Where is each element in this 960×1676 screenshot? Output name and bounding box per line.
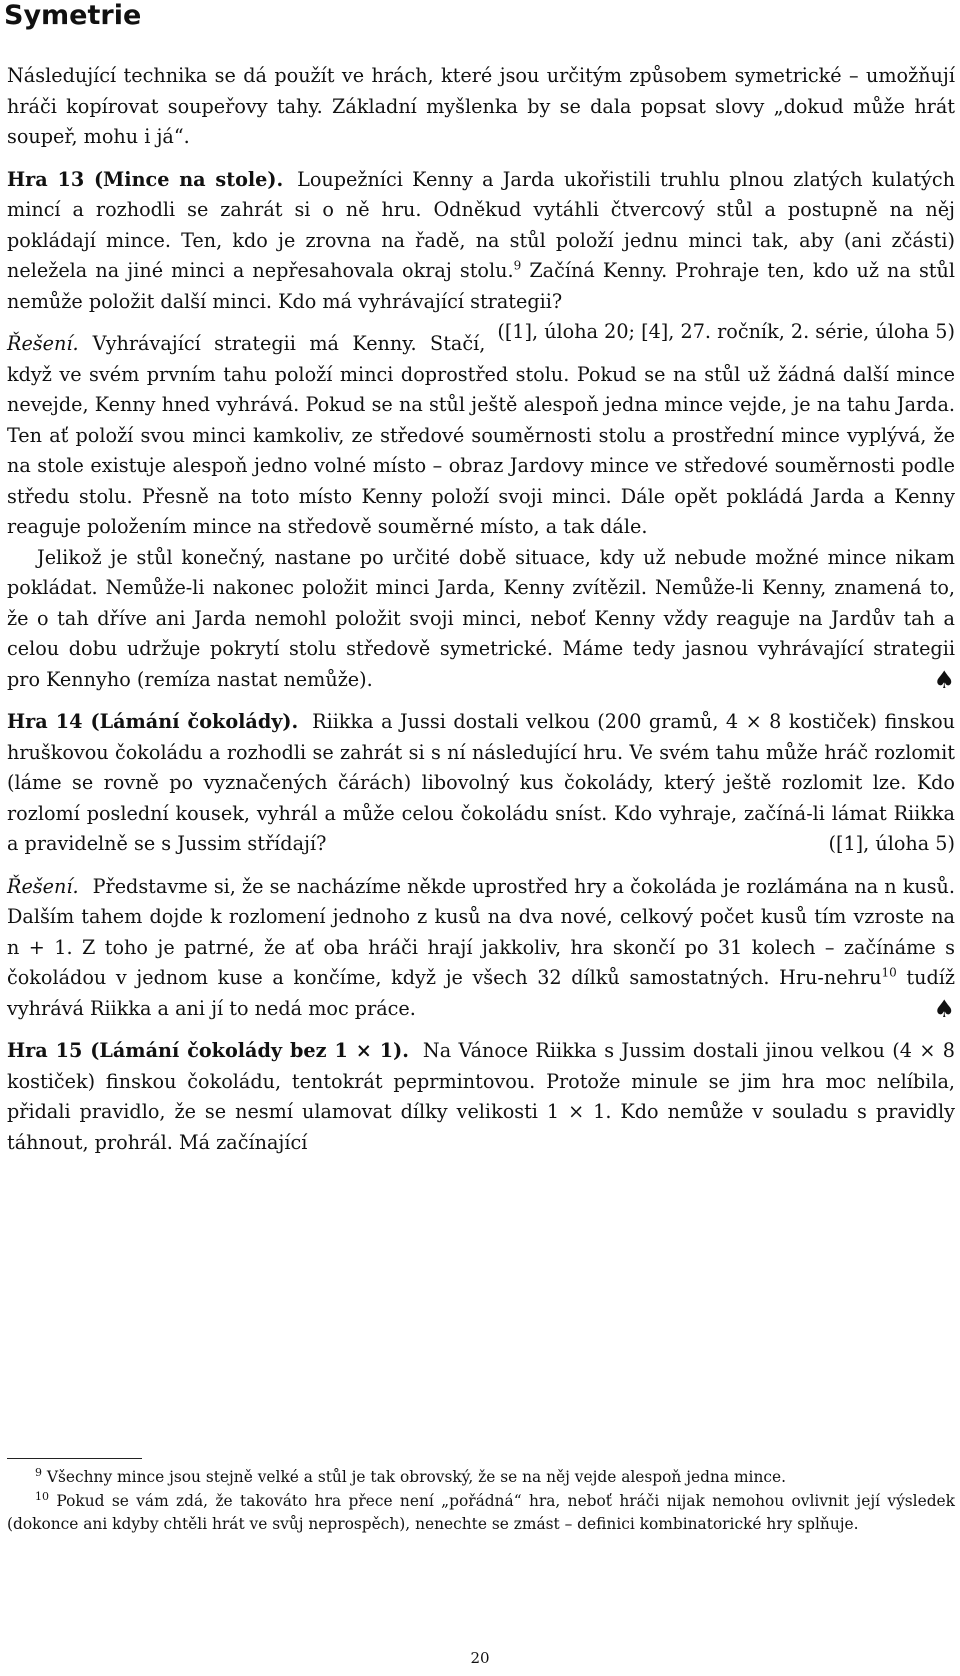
section-title: Symetrie bbox=[4, 0, 142, 31]
body-text bbox=[7, 61, 955, 1158]
solution-13-text-1: Vyhrávající strategii má Kenny. Stačí, když ve svém prvním tahu položí minci doprostřed stolu. Pokud se na stůl už žádná další mince nevejde, Kenny hned vyhrává. Pokud se na stůl ještě alespoň jedna mince vejde, je na tahu Jarda. Ten ať položí svou minci kamkoliv, ze středové souměrnosti stolu a prostřední mince vyplývá, že na stole existuje alespoň jedno volné místo – obraz Jardovy mince ve středové souměrnosti podle středu stolu. Přesně na toto místo Kenny položí svoji minci. Dále opět pokládá Jarda a Kenny reaguje položením mince na středově souměrné místo, a tak dále. bbox=[7, 332, 955, 538]
intro-paragraph: Následující technika se dá použít ve hrách, které jsou určitým způsobem symetrické – umožňují hráči kopírovat soupeřovy tahy. Základní myšlenka by se dala popsat slovy „dokud může hrát soupeř, mohu i já“. bbox=[7, 64, 955, 148]
footnote-9-text: Všechny mince jsou stejně velké a stůl je tak obrovský, že se na něj vejde alespoň jedna mince. bbox=[46, 1468, 786, 1486]
game-13-paragraph bbox=[7, 165, 955, 343]
solution-14-paragraph bbox=[7, 872, 955, 1025]
game-13-text-cont: Začíná Kenny. Prohraje ten, kdo už na stůl nemůže položit další minci. Kdo má vyhrávající strategii? bbox=[7, 259, 955, 313]
footnote-10-text: Pokud se vám zdá, že takováto hra přece není „pořádná“ hra, neboť hráči nijak nemohou ovlivnit její výsledek (dokonce ani kdyby chtěli hrát ve svůj neprospěch), nenechte se zmást – definici kombinatorické hry splňuje. bbox=[7, 1491, 955, 1533]
game-15-paragraph bbox=[7, 1036, 955, 1158]
solution-13-paragraph-2 bbox=[7, 543, 955, 696]
game-14-reference: ([1], úloha 5) bbox=[828, 832, 955, 855]
footnotes bbox=[7, 1466, 955, 1537]
page-number: 20 bbox=[470, 1649, 490, 1667]
footnote-ref-10[interactable]: 10 bbox=[881, 965, 897, 980]
footnote-10-mark: 10 bbox=[35, 1489, 49, 1503]
game-13-label: Hra 13 (Mince na stole). bbox=[7, 167, 284, 191]
footnote-9-mark: 9 bbox=[35, 1465, 42, 1479]
solution-14-text-cont: tudíž vyhrává Riikka a ani jí to nedá moc práce. bbox=[7, 966, 955, 1020]
game-15-label: Hra 15 (Lámání čokolády bez 1 × 1). bbox=[7, 1039, 409, 1062]
footnote-ref-9[interactable]: 9 bbox=[513, 258, 522, 273]
solution-14-text: Představme si, že se nacházíme někde uprostřed hry a čokoláda je rozlámána na n kusů. Dalším tahem dojde k rozlomení jednoho z kusů na dva nové, celkový počet kusů tím vzroste na n + 1. Z toho je patrné, že ať oba hráči hrají jakkoliv, hra skončí po 31 kolech – začínáme s čokoládou v jednom kuse a končíme, když je všech 32 dílků samostatných. Hru-nehru bbox=[7, 874, 955, 989]
game-13-text: Loupežníci Kenny a Jarda ukořistili truhlu plnou zlatých kulatých mincí a rozhodli se zahrát si o ně hru. Odněkud vytáhli čtvercový stůl a postupně na něj pokládají mince. Ten, kdo je zrovna na řadě, na stůl položí jednu minci tak, aby (ani zčásti) neležela na jiné minci a nepřesahovala okraj stolu. bbox=[7, 167, 955, 282]
game-14-label: Hra 14 (Lámání čokolády). bbox=[7, 710, 299, 733]
game-15-text: Na Vánoce Riikka s Jussim dostali jinou velkou (4 × 8 kostiček) finskou čokoládu, tentokrát peprmintovou. Protože minule se jim hra moc nelíbila, přidali pravidlo, že se nesmí ulamovat dílky velikosti 1 × 1. Kdo nemůže v souladu s pravidly táhnout, prohrál. Má začínající bbox=[7, 1039, 955, 1154]
solution-13-text-2: Jelikož je stůl konečný, nastane po určité době situace, kdy už nebude možné mince nikam pokládat. Nemůže-li nakonec položit minci Jarda, Kenny zvítězil. Nemůže-li Kenny, znamená to, že o tah dříve ani Jarda nemohl položit svoji minci, neboť Kenny vždy reaguje na Jardův tah a celou dobu udržuje pokrytí stolu středově symetrické. Máme tedy jasnou vyhrávající strategii pro Kennyho (remíza nastat nemůže). bbox=[7, 545, 955, 691]
footnote-10 bbox=[7, 1490, 955, 1537]
footnote-divider bbox=[7, 1458, 142, 1459]
qed-spade-icon: ♠ bbox=[933, 665, 955, 694]
game-14-text: Riikka a Jussi dostali velkou (200 gramů, 4 × 8 kostiček) finskou hruškovou čokoládu a rozhodli se zahrát si s ní následující hru. Ve svém tahu může hráč rozlomit (láme se rovně po vyznačených čárách) libovolný kus čokolády, který ještě rozlomit lze. Kdo rozlomí poslední kousek, vyhrál a může celou čokoládu sníst. Kdo vyhraje, začíná-li lámat Riikka a pravidelně se s Jussim střídají? bbox=[7, 710, 955, 855]
solution-13-paragraph-1 bbox=[7, 329, 955, 543]
qed-spade-icon-2: ♠ bbox=[933, 994, 955, 1023]
solution-13-label: Řešení. bbox=[7, 332, 79, 355]
game-13-reference: ([1], úloha 20; [4], 27. ročník, 2. série, úloha 5) bbox=[497, 320, 955, 343]
solution-14-label: Řešení. bbox=[7, 874, 79, 898]
footnote-9 bbox=[7, 1466, 955, 1490]
game-14-paragraph bbox=[7, 707, 955, 860]
